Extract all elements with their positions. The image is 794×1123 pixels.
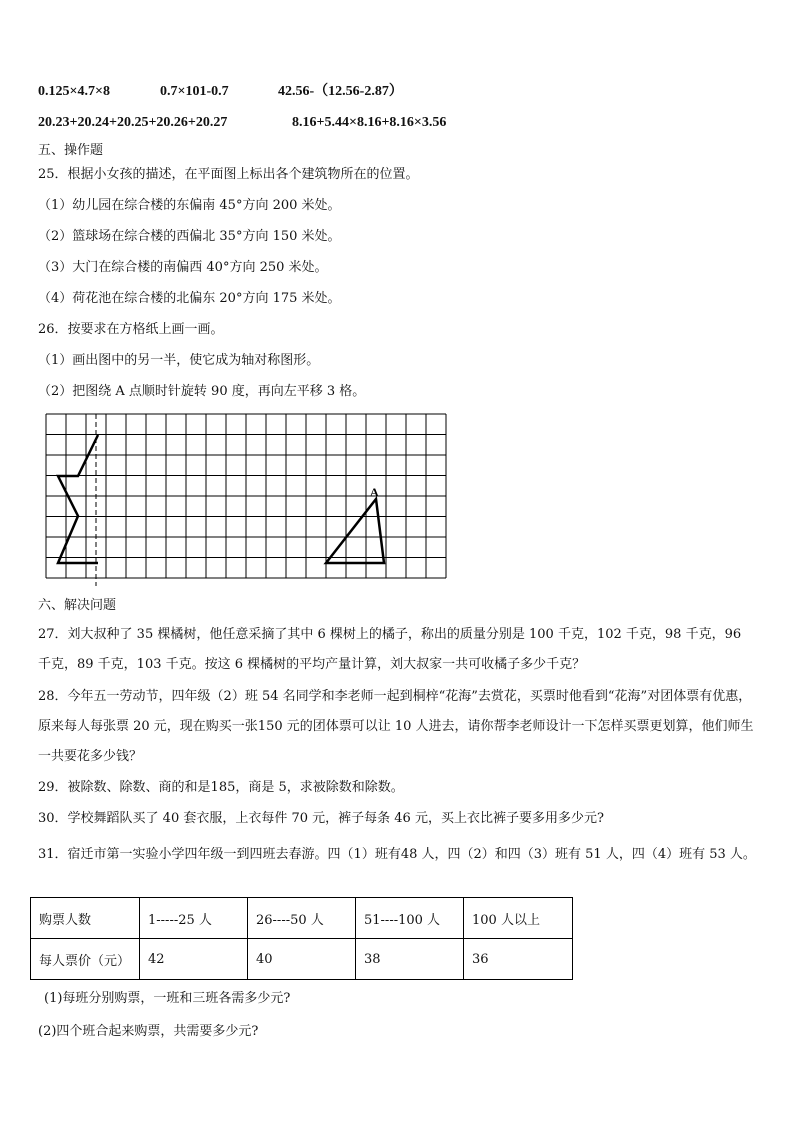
question-26-stem: 26．按要求在方格纸上画一画。: [38, 322, 224, 337]
question-26-item-2: （2）把图绕 A 点顺时针旋转 90 度，再向左平移 3 格。: [38, 384, 366, 399]
question-31-sub-1: (1)每班分别购票，一班和三班各需多少元?: [44, 991, 291, 1006]
table-cell: 购票人数: [31, 898, 140, 939]
table-cell: 26----50 人: [248, 898, 356, 939]
table-cell: 每人票价（元）: [31, 939, 140, 980]
question-26-item-1: （1）画出图中的另一半，使它成为轴对称图形。: [38, 353, 320, 368]
question-25-stem: 25．根据小女孩的描述，在平面图上标出各个建筑物所在的位置。: [38, 167, 419, 182]
question-27: 27．刘大叔种了 35 棵橘树，他任意采摘了其中 6 棵树上的橘子，称出的质量分别是 100 千克，102 千克，98 千克，96 千克，89 千克，103 千克。按这 6 棵橘树的平均产量计算，刘大叔家一共可收橘子多少千克？: [38, 627, 742, 672]
table-cell: 100 人以上: [464, 898, 573, 939]
table-cell: 38: [356, 939, 464, 980]
triangle-figure: [326, 499, 384, 563]
question-25-item-2: （2）篮球场在综合楼的西偏北 35°方向 150 米处。: [38, 229, 341, 244]
table-row: [31, 898, 573, 939]
question-25-item-4: （4）荷花池在综合楼的北偏东 20°方向 175 米处。: [38, 291, 341, 306]
question-29: 29．被除数、除数、商的和是185，商是 5，求被除数和除数。: [38, 780, 404, 795]
half-figure: [58, 435, 98, 563]
question-30: 30．学校舞蹈队买了 40 套衣服，上衣每件 70 元，裤子每条 46 元，买上衣比裤子要多用多少元?: [38, 811, 604, 826]
ticket-price-table: [30, 897, 573, 980]
table-cell: 51----100 人: [356, 898, 464, 939]
calc-expression: 0.125×4.7×8: [38, 84, 110, 99]
grid-paper: [44, 412, 448, 588]
calc-expression: 0.7×101-0.7: [160, 84, 229, 99]
calc-expression: 20.23+20.24+20.25+20.26+20.27: [38, 115, 228, 130]
section-title-5: 五、操作题: [38, 143, 104, 158]
question-28: 28．今年五一劳动节，四年级（2）班 54 名同学和李老师一起到桐梓“花海”去赏花，买票时他看到“花海”对团体票有优惠，原来每人每张票 20 元，现在购买一张150 元的团体票可以让 10 人进去，请你帮李老师设计一下怎样买票更划算，他们师生一共要花多少钱？: [38, 689, 754, 764]
table-row: [31, 939, 573, 980]
table-cell: 1-----25 人: [140, 898, 248, 939]
point-a-label: A: [370, 485, 379, 499]
table-cell: 40: [248, 939, 356, 980]
question-31-stem: 31．宿迁市第一实验小学四年级一到四班去春游。四（1）班有48 人，四（2）和四（3）班有 51 人，四（4）班有 53 人。: [38, 847, 756, 862]
question-25-item-1: （1）幼儿园在综合楼的东偏南 45°方向 200 米处。: [38, 198, 341, 213]
question-25-item-3: （3）大门在综合楼的南偏西 40°方向 250 米处。: [38, 260, 328, 275]
question-31-sub-2: (2)四个班合起来购票，共需要多少元?: [38, 1024, 259, 1039]
table-cell: 42: [140, 939, 248, 980]
calc-expression: 42.56-（12.56-2.87）: [278, 84, 403, 99]
table-cell: 36: [464, 939, 573, 980]
section-title-6: 六、解决问题: [38, 598, 117, 613]
calc-expression: 8.16+5.44×8.16+8.16×3.56: [292, 115, 447, 130]
